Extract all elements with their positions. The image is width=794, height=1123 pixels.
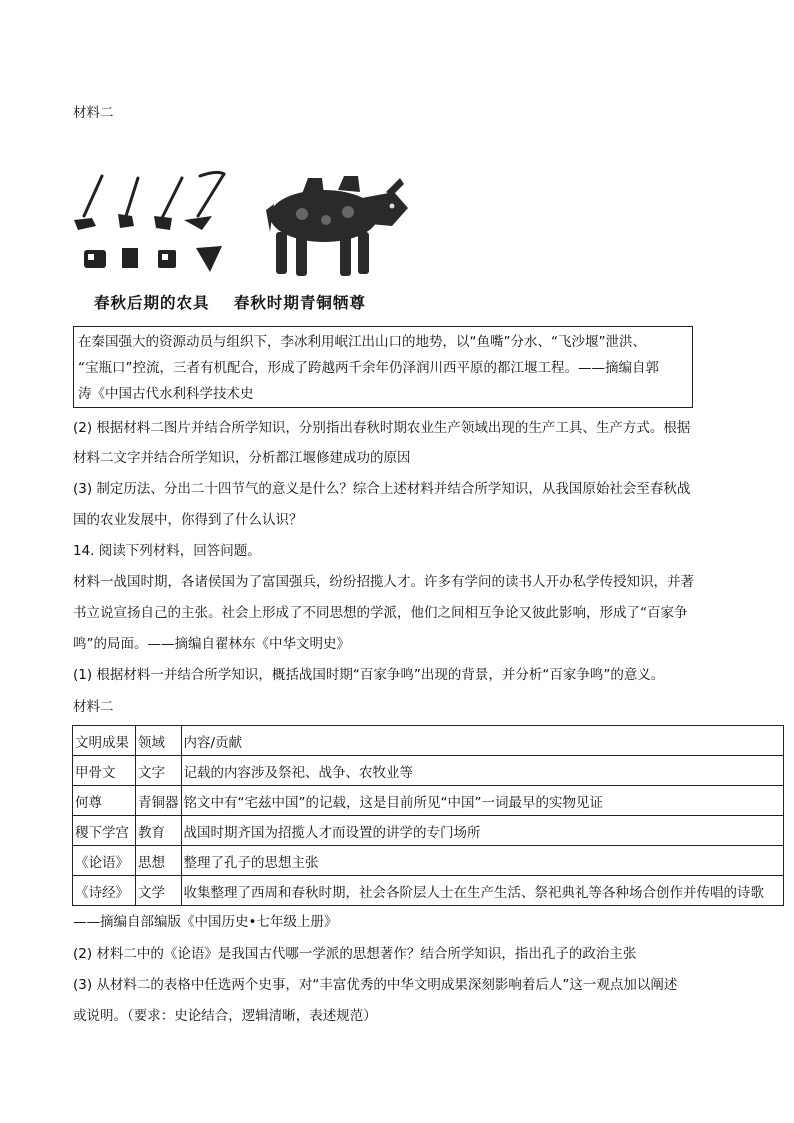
civilization-table <box>72 725 784 906</box>
box-line: “宝瓶口”控流，三者有机配合，形成了跨越两千余年仍泽润川西平原的都江堰工程。——摘编自郭 <box>78 360 659 376</box>
material-two-heading-2: 材料二 <box>73 699 114 715</box>
question-14-1: (1) 根据材料一并结合所学知识，概括战国时期“百家争鸣”出现的背景，并分析“百家争鸣”的意义。 <box>73 667 665 683</box>
question-2-line: (2) 根据材料二图片并结合所学知识，分别指出春秋时期农业生产领域出现的生产工具、生产方式。根据 <box>73 420 691 436</box>
material-one-line: 材料一战国时期，各诸侯国为了富国强兵，纷纷招揽人才。许多有学问的读书人开办私学传授知识，并著 <box>73 574 694 590</box>
table-cell: 《诗经》 <box>73 876 136 906</box>
image-captions <box>94 291 384 313</box>
material-two-text-box <box>73 326 693 408</box>
table-cell: 思想 <box>136 846 182 876</box>
table-header-row <box>73 726 784 756</box>
table-cell: 整理了孔子的思想主张 <box>181 846 784 876</box>
farm-tools-caption: 春秋后期的农具 <box>94 293 210 312</box>
material-two-heading: 材料二 <box>73 105 114 121</box>
table-header-cell: 内容/贡献 <box>181 726 784 756</box>
table-source: ——摘编自部编版《中国历史•七年级上册》 <box>73 914 338 930</box>
table-row <box>73 816 784 846</box>
question-3-line: (3) 制定历法、分出二十四节气的意义是什么？综合上述材料并结合所学知识，从我国原始社会至春秋战 <box>73 481 691 497</box>
table-header-cell: 领域 <box>136 726 182 756</box>
question-14-heading: 14. 阅读下列材料，回答问题。 <box>73 543 261 559</box>
question-2-line: 材料二文字并结合所学知识，分析都江堰修建成功的原因 <box>73 450 411 466</box>
table-row <box>73 846 784 876</box>
material-one-line: 书立说宣扬自己的主张。社会上形成了不同思想的学派，他们之间相互争论又彼此影响，形成了“百家争 <box>73 605 688 621</box>
question-3-line: 国的农业发展中，你得到了什么认识？ <box>73 512 303 528</box>
table-cell: 战国时期齐国为招揽人才而设置的讲学的专门场所 <box>181 816 784 846</box>
box-line: 涛《中国古代水利科学技术史 <box>78 386 254 402</box>
table-cell: 铭文中有“宅兹中国”的记载，这是目前所见“中国”一词最早的实物见证 <box>181 786 784 816</box>
table-cell: 《论语》 <box>73 846 136 876</box>
table-cell: 文学 <box>136 876 182 906</box>
table-cell: 教育 <box>136 816 182 846</box>
table-cell: 文字 <box>136 756 182 786</box>
table-row <box>73 756 784 786</box>
table-cell: 何尊 <box>73 786 136 816</box>
table-cell: 记载的内容涉及祭祀、战争、农牧业等 <box>181 756 784 786</box>
bronze-ox-caption: 春秋时期青铜牺尊 <box>233 293 366 312</box>
table-cell: 稷下学宫 <box>73 816 136 846</box>
table-cell: 收集整理了西周和春秋时期，社会各阶层人士在生产生活、祭祀典礼等各种场合创作并传唱的诗歌 <box>181 876 784 906</box>
farm-tools-image <box>72 168 230 280</box>
table-row <box>73 786 784 816</box>
table-header-cell: 文明成果 <box>73 726 136 756</box>
question-14-2: (2) 材料二中的《论语》是我国古代哪一学派的思想著作？结合所学知识，指出孔子的政治主张 <box>73 946 637 962</box>
table-row <box>73 876 784 906</box>
table-cell: 甲骨文 <box>73 756 136 786</box>
box-line: 在秦国强大的资源动员与组织下，李冰利用岷江出山口的地势，以“鱼嘴”分水、“飞沙堰”泄洪、 <box>78 334 646 350</box>
table-cell: 青铜器 <box>136 786 182 816</box>
question-14-3-line: (3) 从材料二的表格中任选两个史事，对“丰富优秀的中华文明成果深刻影响着后人”这一观点加以阐述 <box>73 977 678 993</box>
bronze-ox-image <box>262 174 412 280</box>
material-one-line: 鸣”的局面。——摘编自翟林东《中华文明史》 <box>73 636 350 652</box>
question-14-3-line: 或说明。（要求：史论结合，逻辑清晰，表述规范） <box>73 1008 377 1024</box>
